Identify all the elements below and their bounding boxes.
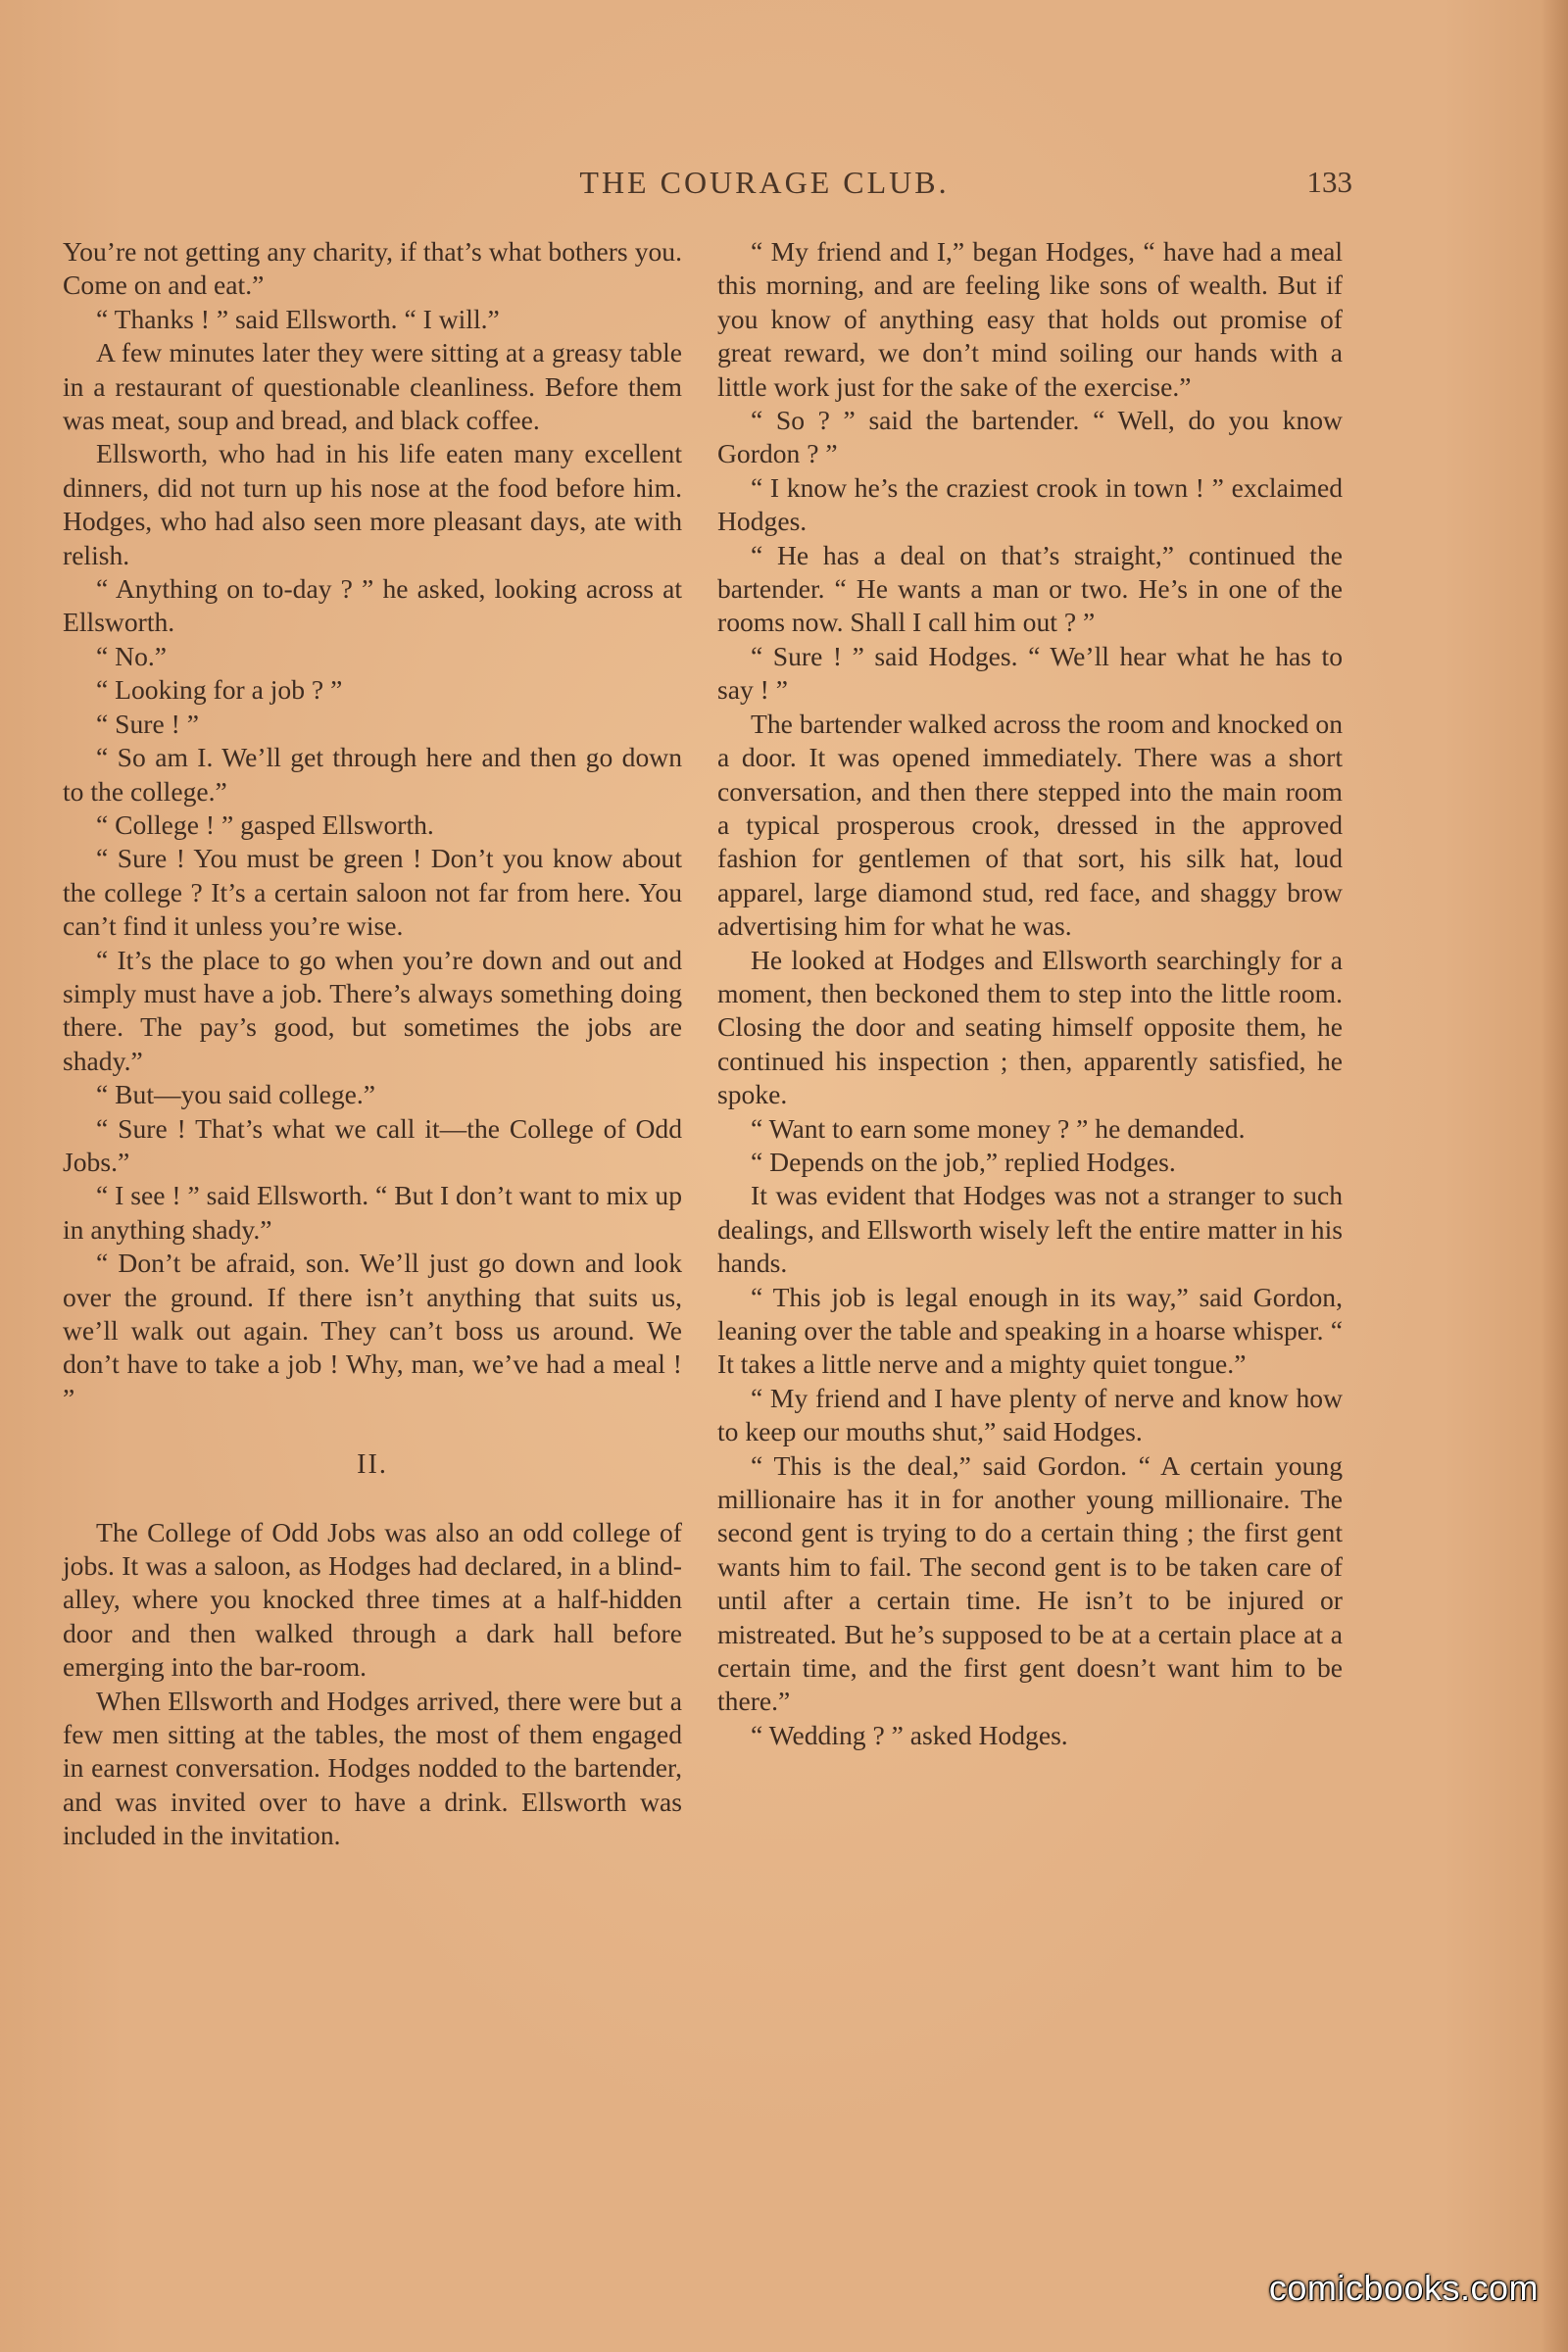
paragraph: “ Anything on to-day ? ” he asked, looking across at Ellsworth. <box>63 573 682 638</box>
paragraph: “ I know he’s the craziest crook in town ! ” exclaimed Hodges. <box>717 471 1343 537</box>
paragraph: “ Want to earn some money ? ” he demanded. <box>751 1112 1246 1144</box>
paragraph: “ I see ! ” said Ellsworth. “ But I don’t want to mix up in anything shady.” <box>63 1180 683 1245</box>
paragraph: “ This job is legal enough in its way,” said Gordon, leaning over the table and speaking in a hoarse whisper. “ It takes a little nerve and a mighty quiet tongue.” <box>717 1281 1343 1380</box>
running-head: THE COURAGE CLUB. <box>579 165 950 200</box>
page-header <box>59 165 1352 214</box>
paragraph: “ He has a deal on that’s straight,” continued the bartender. “ He wants a man or two. He’s in one of the rooms now. Shall I call him out ? ” <box>717 539 1343 638</box>
page-number: 133 <box>1306 165 1352 199</box>
section-number: II. <box>357 1449 388 1481</box>
paragraph: “ So am I. We’ll get through here and then go down to the college.” <box>63 742 682 807</box>
paragraph: “ Don’t be afraid, son. We’ll just go down and look over the ground. If there isn’t anything that suits us, we’ll walk out again. They can’t boss us around. We don’t have to take a job ! Why, man, we’ve had a meal ! ” <box>63 1248 682 1413</box>
paragraph: “ My friend and I,” began Hodges, “ have had a meal this morning, and are feeling like sons of wealth. But if you know of anything easy that holds out promise of great reward, we don’t mind soiling our hands with a little work just for the sake of the exercise.” <box>717 236 1343 402</box>
page-edge-shadow <box>1541 0 1568 2352</box>
paragraph: Ellsworth, who had in his life eaten many excellent dinners, did not turn up his nose at the food before him. Hodges, who had also seen more pleasant days, ate with relish. <box>63 438 682 570</box>
paragraph: “ It’s the place to go when you’re down and out and simply must have a job. There’s always something doing there. The pay’s good, but sometimes the jobs are shady.” <box>63 944 682 1076</box>
paragraph: “ Sure ! ” said Hodges. “ We’ll hear what he has to say ! ” <box>717 640 1343 706</box>
paragraph: “ Sure ! You must be green ! Don’t you know about the college ? It’s a certain saloon not far from here. You can’t find it unless you’re wise. <box>63 843 682 942</box>
paragraph: “ Wedding ? ” asked Hodges. <box>751 1719 1068 1750</box>
paragraph: “ So ? ” said the bartender. “ Well, do you know Gordon ? ” <box>717 405 1343 469</box>
paragraph: “ Thanks ! ” said Ellsworth. “ I will.” <box>96 303 500 334</box>
watermark-logo: comicbooks.com <box>1268 2268 1539 2308</box>
paragraph: “ Depends on the job,” replied Hodges. <box>751 1146 1176 1177</box>
right-column <box>717 235 1343 1752</box>
paragraph: “ Sure ! That’s what we call it—the College of Odd Jobs.” <box>63 1112 682 1177</box>
paragraph: “ My friend and I have plenty of nerve and know how to keep our mouths shut,” said Hodges. <box>717 1382 1343 1447</box>
paragraph: He looked at Hodges and Ellsworth searchingly for a moment, then beckoned them to step into the little room. Closing the door and seating himself opposite them, he continued his inspection ; then, apparently satisfied, he spoke. <box>717 944 1343 1110</box>
paragraph: You’re not getting any charity, if that’s what bothers you. Come on and eat.” <box>63 236 682 301</box>
paragraph: A few minutes later they were sitting at a greasy table in a restaurant of questionable cleanliness. Before them was meat, soup and bread, and black coffee. <box>63 337 682 436</box>
paragraph: The bartender walked across the room and knocked on a door. It was opened immediately. There was a short conversation, and then there stepped into the main room a typical prosperous crook, dressed in the approved fashion for gentlemen of that sort, his silk hat, loud apparel, large diamond stud, red face, and shaggy brow advertising him for what he was. <box>717 708 1343 942</box>
paragraph: When Ellsworth and Hodges arrived, there were but a few men sitting at the tables, the most of them engaged in earnest conversation. Hodges nodded to the bartender, and was invited over to have a drink. Ellsworth was included in the invitation. <box>63 1685 682 1851</box>
paragraph: “ This is the deal,” said Gordon. “ A certain young millionaire has it in for another young millionaire. The second gent is trying to do a certain thing ; the first gent wants him to fail. The second gent is to be taken care of until after a certain time. He isn’t to be injured or mistreated. But he’s supposed to be at a certain place at a certain time, and the first gent doesn’t want him to be there.” <box>717 1449 1343 1717</box>
paragraph: “ Looking for a job ? ” <box>96 674 343 706</box>
paragraph: “ No.” <box>96 640 168 671</box>
paragraph: “ Sure ! ” <box>96 708 199 739</box>
paragraph: “ College ! ” gasped Ellsworth. <box>96 808 434 840</box>
paragraph: The College of Odd Jobs was also an odd college of jobs. It was a saloon, as Hodges had declared, in a blind-alley, where you knocked three times at a half-hidden door and then walked through a dark hall before emerging into the bar-room. <box>63 1516 682 1683</box>
left-column <box>63 235 682 1853</box>
paragraph: It was evident that Hodges was not a stranger to such dealings, and Ellsworth wisely left the entire matter in his hands. <box>717 1180 1343 1279</box>
paragraph: “ But—you said college.” <box>96 1079 376 1110</box>
